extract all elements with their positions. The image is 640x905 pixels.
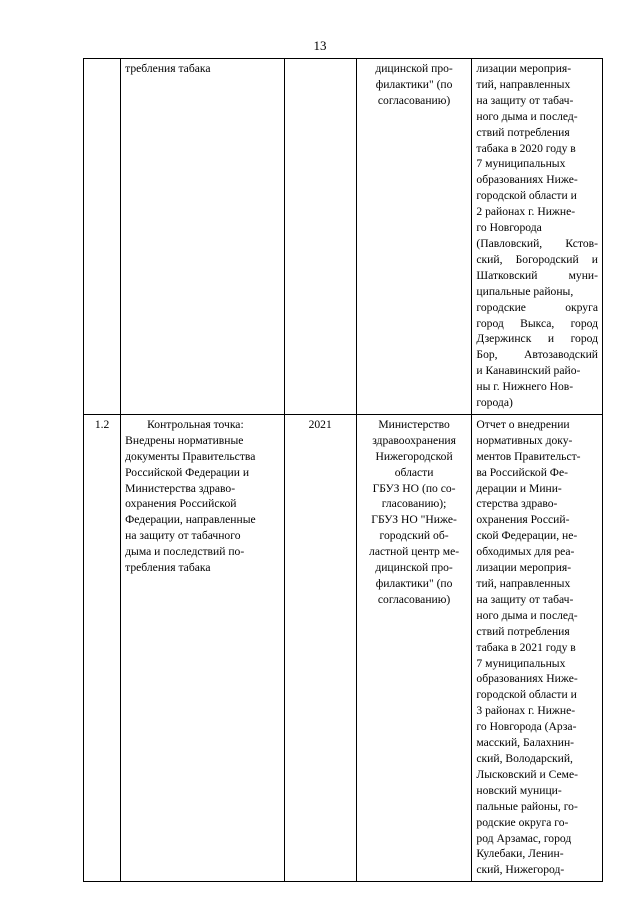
table-row [84, 414, 603, 881]
plan-table [83, 58, 603, 882]
responsible-line: городский об- [379, 529, 449, 543]
result-line: Кулебаки, Ленин- [476, 847, 564, 861]
result-line: ны г. Нижнего Нов- [476, 380, 574, 394]
row-number-cell [84, 59, 121, 415]
result-line: тий, направленных [476, 77, 571, 91]
result-line: ствий потребления [476, 125, 570, 139]
result-line: Дзержинск и город [476, 332, 598, 346]
row-number-cell: 1.2 [84, 414, 121, 881]
result-line: образованиях Ниже- [476, 173, 578, 187]
description-cell [121, 414, 284, 881]
result-line: Лысковский и Семе- [476, 767, 579, 781]
description-line: дыма и последствий по- [125, 545, 245, 559]
description-line: документы Правительства [125, 449, 256, 463]
result-line: го Новгорода [476, 221, 542, 235]
result-line: пальные районы, го- [476, 799, 578, 813]
responsible-line: ГБУЗ НО "Ниже- [371, 513, 457, 527]
description-line: Федерации, направленные [125, 513, 256, 527]
result-line: 7 муниципальных [476, 157, 566, 171]
responsible-line: согласованию) [377, 93, 451, 107]
year-cell [284, 59, 356, 415]
result-line: на защиту от табач- [476, 592, 574, 606]
responsible-line: гласованию); [381, 497, 447, 511]
result-line: лизации мероприя- [476, 62, 572, 75]
result-line: и Канавинский райо- [476, 364, 581, 378]
result-line: Отчет о внедрении [476, 417, 570, 431]
responsible-line: Нижегородской [375, 449, 453, 463]
result-line: городские округа [476, 300, 598, 314]
result-line: (Павловский, Кстов- [476, 236, 598, 250]
description-line: охранения Российской [125, 497, 237, 511]
result-line: Бор, Автозаводский [476, 348, 598, 362]
result-line: ской Федерации, не- [476, 529, 578, 543]
result-line: охранения Россий- [476, 513, 570, 527]
result-line: лизации мероприя- [476, 561, 572, 575]
result-line: табака в 2020 году в [476, 141, 576, 155]
result-line: ствий потребления [476, 624, 570, 638]
result-line: ного дыма и послед- [476, 608, 578, 622]
result-line: обходимых для реа- [476, 545, 575, 559]
result-line: стерства здраво- [476, 497, 558, 511]
page-number: 13 [313, 38, 327, 53]
result-line: города) [476, 396, 513, 410]
description-line: требления табака [125, 561, 211, 575]
result-line: городской области и [476, 688, 577, 702]
result-line: го Новгорода (Арза- [476, 720, 577, 734]
description-line: Внедрены нормативные [125, 433, 244, 447]
result-line: 3 районах г. Нижне- [476, 704, 576, 718]
description-line: Министерства здраво- [125, 481, 236, 495]
responsible-line: дицинской про- [375, 561, 453, 575]
description-line: Контрольная точка: [147, 417, 244, 431]
description-line: Российской Федерации и [125, 465, 250, 479]
responsible-line: области [394, 465, 434, 479]
result-line: ский, Нижегород- [476, 863, 565, 877]
responsible-line: ластной центр ме- [369, 545, 460, 559]
result-line: масский, Балахнин- [476, 736, 575, 750]
result-line: городской области и [476, 189, 577, 203]
responsible-line: филактики" (по [375, 577, 453, 590]
result-line: 7 муниципальных [476, 656, 566, 670]
responsible-line: филактики" (по [375, 77, 453, 91]
responsible-cell [356, 414, 472, 881]
result-line: нормативных доку- [476, 433, 573, 447]
result-line: тий, направленных [476, 577, 571, 590]
result-cell [472, 59, 603, 415]
result-line: табака в 2021 году в [476, 640, 576, 654]
result-line: ципальные районы, [476, 284, 574, 298]
description-line: на защиту от табачного [125, 529, 241, 543]
result-line: на защиту от табач- [476, 93, 574, 107]
responsible-line: Министерство [378, 417, 450, 431]
result-line: ного дыма и послед- [476, 109, 578, 123]
description-line: требления табака [125, 62, 211, 75]
responsible-line: здравоохранения [372, 433, 456, 447]
table-row [84, 59, 603, 415]
result-line: родские округа го- [476, 815, 569, 829]
description-cell [121, 59, 284, 415]
result-line: ский, Богородский и [476, 252, 598, 266]
result-line: ский, Володарский, [476, 751, 573, 765]
responsible-line: согласованию) [377, 592, 451, 606]
result-line: ментов Правительст- [476, 449, 581, 463]
result-line: Шатковский муни- [476, 268, 598, 282]
result-line: ва Российской Фе- [476, 465, 568, 479]
result-line: город Выкса, город [476, 316, 598, 330]
result-line: род Арзамас, город [476, 831, 572, 845]
year-cell: 2021 [284, 414, 356, 881]
result-line: новский муници- [476, 783, 562, 797]
result-line: 2 районах г. Нижне- [476, 205, 576, 219]
responsible-line: дицинской про- [375, 62, 453, 75]
responsible-cell [356, 59, 472, 415]
result-cell [472, 414, 603, 881]
result-line: образованиях Ниже- [476, 672, 578, 686]
responsible-line: ГБУЗ НО (по со- [372, 481, 456, 495]
result-line: дерации и Мини- [476, 481, 562, 495]
